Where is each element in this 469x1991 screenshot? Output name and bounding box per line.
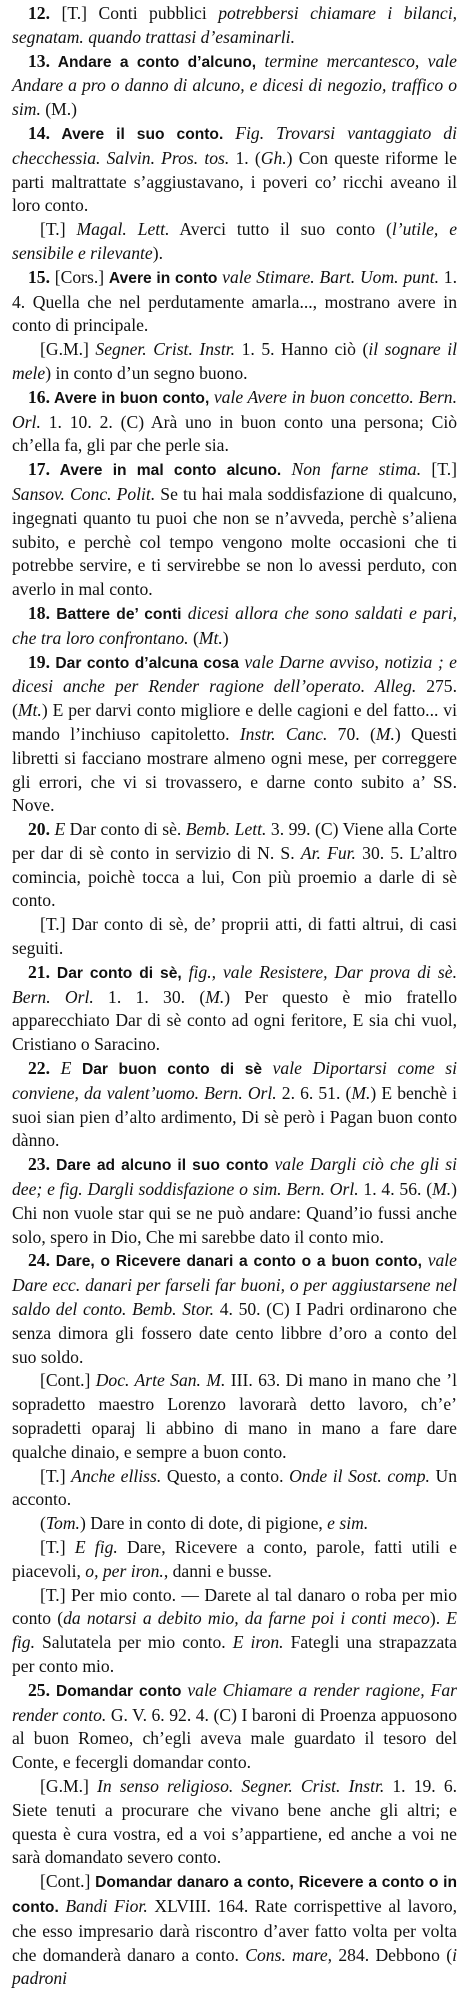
italic-text: Magal. Lett. xyxy=(76,219,170,240)
entry-text: G. V. 6. 92. 4. (C) I baroni di Proenza appuosono al buon Romeo, ch’egli aveva male guardato il tesoro del Conte, e fecergli domandar conto. xyxy=(12,1704,457,1773)
italic-text: dicesi allora che sono saldati e pari, che tra loro confrontano. xyxy=(12,602,457,648)
headword: Dar conto di sè, xyxy=(50,964,189,982)
dictionary-entry xyxy=(12,266,457,338)
italic-text: fig., vale Resistere, Dar prova di sè. Bern. Orl. xyxy=(12,961,457,1007)
entry-text: ) Chi non vuole star qui se ne può andare: Quand’io fussi anche solo, spero in Dio, Che mi sarebbe dato il conto mio. xyxy=(12,1179,457,1247)
italic-text: Mt. xyxy=(17,700,42,721)
entry-text: ( xyxy=(40,1513,46,1534)
entry-number: 14. xyxy=(28,122,50,143)
entry-text: [Cont.] xyxy=(40,1871,96,1892)
dictionary-entry xyxy=(12,1153,457,1249)
entry-text: (M.) xyxy=(40,99,78,120)
dictionary-entry xyxy=(12,50,457,122)
entry-text: ). xyxy=(152,242,163,263)
entry-text: ) xyxy=(222,627,229,648)
dictionary-entry xyxy=(12,122,457,218)
italic-text: Sansov. Conc. Polit. xyxy=(12,483,156,504)
entry-text: ) in conto d’un segno buono. xyxy=(45,362,248,383)
italic-text: vale Chiamare a render ragione, Far render conto. xyxy=(12,1679,457,1725)
entry-text: XLVIII. 164. Rate corrispettive al lavoro, che esso impresario darà riscontro d’aver fatto volta per volta che domanderà danaro a conto. xyxy=(12,1895,458,1965)
entry-number: 24. xyxy=(28,1250,50,1271)
sub-entry xyxy=(12,1584,457,1679)
entry-number: 13. xyxy=(28,50,50,71)
dictionary-entry xyxy=(12,602,457,651)
italic-text: Non farne stima. xyxy=(291,459,422,480)
entry-text: ) Con queste riforme le parti maltrattate s’aggiustavano, i poveri co’ ricchi aveano il loro conto. xyxy=(12,147,457,216)
dictionary-entry xyxy=(12,651,457,819)
entry-text: [G.M.] xyxy=(40,339,96,360)
italic-text: Mt. xyxy=(198,627,223,648)
entry-text: 1. 1. 30. ( xyxy=(93,986,206,1007)
entry-text: [T.] xyxy=(40,1465,72,1486)
entry-text: Dar conto di sè. xyxy=(65,819,186,840)
entry-text: [G.M.] xyxy=(40,1775,97,1796)
headword: Domandar conto xyxy=(50,1682,188,1700)
entry-text: ). xyxy=(429,1608,447,1629)
dictionary-entry xyxy=(12,818,457,913)
entry-number: 20. xyxy=(28,819,50,840)
sub-entry xyxy=(12,338,457,386)
sub-entry xyxy=(12,1536,457,1584)
entry-text: 275. ( xyxy=(12,676,457,721)
entry-number: 23. xyxy=(28,1154,50,1175)
entry-text: Fategli una strapazzata per conto mio. xyxy=(12,1632,457,1676)
entry-text: 2. 6. 51. ( xyxy=(276,1082,352,1103)
italic-text: Onde il Sost. comp. xyxy=(289,1465,430,1486)
entry-text: Un acconto. xyxy=(12,1465,457,1510)
italic-text: M. xyxy=(432,1179,452,1200)
dictionary-entry xyxy=(12,458,457,602)
entry-text xyxy=(50,1058,61,1078)
dictionary-entry xyxy=(12,2,457,50)
entry-text: 30. 5. L’altro comincia, poichè tocca a lui, Con più proemio a darle di sè conto. xyxy=(12,842,457,911)
entry-number: 17. xyxy=(28,459,50,480)
entry-text: 1. 4. 56. ( xyxy=(358,1179,433,1200)
headword: Andare a conto d’alcuno, xyxy=(50,53,265,71)
italic-text: In senso religioso. Segner. Crist. Instr. xyxy=(97,1775,385,1796)
italic-text: vale Dargli ciò che gli si dee; e fig. Dargli soddisfazione o sim. Bern. Orl. xyxy=(12,1154,457,1200)
italic-text: vale Darne avviso, notizia ; e dicesi anche per Render ragione dell’operato. Alleg. xyxy=(12,651,457,697)
entry-text: ) Per questo è mio fratello apparecchiato Dar di sè conto ad ogni feritore, E sia chi vuol, Cristiano o Saracino. xyxy=(12,986,457,1055)
italic-text: il sognare il mele xyxy=(12,339,458,383)
italic-text: Tom. xyxy=(45,1513,80,1534)
entry-number: 22. xyxy=(28,1058,50,1079)
italic-text: E iron. xyxy=(232,1632,284,1653)
italic-text: termine mercantesco, vale Andare a pro o danno di alcuno, e dicesi di negozio, traffico o sim. xyxy=(12,50,457,120)
sub-entry xyxy=(12,1369,457,1464)
entry-text: ) Dare in conto di dote, di pigione, xyxy=(79,1513,328,1534)
headword: Dar buon conto di sè xyxy=(71,1061,273,1079)
italic-text: Fig. Trovarsi vantaggiato di checchessia. Salvin. Pros. tos. xyxy=(12,122,457,168)
entry-text: 70. ( xyxy=(327,723,376,744)
dictionary-entry xyxy=(12,386,457,458)
entry-text: ( xyxy=(188,627,199,648)
headword: Avere in conto xyxy=(108,269,223,287)
entry-number: 18. xyxy=(28,602,50,623)
italic-text: Instr. Canc. xyxy=(239,723,328,744)
dictionary-page xyxy=(12,0,457,1991)
dictionary-entry xyxy=(12,961,457,1057)
sub-entry xyxy=(12,1775,457,1870)
italic-text: E fig. xyxy=(74,1537,118,1557)
entry-text: Se tu hai mala soddisfazione di qualcuno, ingegnati quanto tu puoi che non se n’avveda, perchè s’aliena subito, e perchè col tempo vengono molte occasioni che ti potrebbe servire, e ti servirebbe se non lo avessi perduto, con averlo in mal conto. xyxy=(12,483,457,600)
entry-text: Salutatela per mio conto. xyxy=(34,1632,233,1653)
headword: Avere il suo conto. xyxy=(50,125,236,143)
headword: Avere in mal conto alcuno. xyxy=(50,462,292,480)
entry-text: [T.] Conti pubblici xyxy=(50,3,219,23)
entry-text: , danni e busse. xyxy=(163,1560,272,1581)
entry-text: 1. 5. Hanno ciò ( xyxy=(235,339,369,360)
entry-text: [Cors.] xyxy=(50,266,109,287)
dictionary-entry xyxy=(12,1249,457,1369)
entry-number: 12. xyxy=(28,3,50,23)
italic-text: M. xyxy=(205,986,225,1007)
entry-text: Questo, a conto. xyxy=(161,1465,290,1486)
headword: Dare ad alcuno il suo conto xyxy=(50,1157,275,1175)
headword: Dare, o Ricevere danari a conto o a buon conto, xyxy=(50,1253,428,1271)
italic-text: da notarsi a debito mio, da farne poi i conti meco xyxy=(63,1608,430,1629)
headword: Avere in buon conto, xyxy=(50,389,214,407)
sub-entry xyxy=(12,913,457,961)
sub-entry xyxy=(12,1465,457,1513)
entry-text: [T.] xyxy=(40,219,77,240)
sub-entry xyxy=(12,218,457,266)
italic-text: Bandi Fior. xyxy=(65,1895,148,1916)
italic-text: Segner. Crist. Instr. xyxy=(95,339,236,360)
italic-text: Cons. mare, xyxy=(245,1944,333,1965)
entry-text: 4. 50. (C) I Padri ordinarono che senza dimora gli fossero date cento libbre d’oro a conto del suo soldo. xyxy=(12,1299,457,1367)
entry-text: 1. 19. 6. Siete tenuti a procurare che vivano bene anche gli altri; e questa è cura vostra, ed a voi s’appartiene, ed anche a voi ne sarà domandato severo conto. xyxy=(12,1775,458,1868)
entry-text: [T.] Per mio conto. — Darete al tal danaro o roba per mio conto ( xyxy=(12,1584,457,1629)
entry-text: III. 63. Di mano in mano che ’l sopradetto maestro Lorenzo lavorarà detto lavoro, ch’e’ sopradetti oparaj li abbino di mano in mano a fare dare qualche dinaio, e sempre a buon conto. xyxy=(12,1370,457,1462)
entry-number: 19. xyxy=(28,651,50,672)
italic-text: vale Diportarsi come si conviene, da valent’uomo. Bern. Orl. xyxy=(12,1058,458,1103)
entry-text: 1. 4. Quella che nel perdutamente amarla..., mostrano avere in conto di principale. xyxy=(12,266,457,336)
italic-text: vale Avere in buon concetto. Bern. Orl. xyxy=(12,386,457,432)
italic-text: E xyxy=(54,819,66,840)
headword: Battere de’ conti xyxy=(50,605,188,623)
italic-text: Ar. Fur. xyxy=(300,842,356,863)
headword: Domandar danaro a conto, Ricevere a conto o in conto. xyxy=(12,1874,457,1916)
entry-text: [T.] xyxy=(421,459,457,480)
entry-text: ) Questi libretti si facciano mostrare almeno ogni mese, per correggere gli errori, che vi si trovassero, e darne conto subito a’ SS. Nove. xyxy=(12,723,457,816)
italic-text: Doc. Arte San. M. xyxy=(95,1370,226,1391)
italic-text: E xyxy=(60,1058,72,1079)
italic-text: vale Dare ecc. danari per farseli far buoni, o per aggiustarsene nel saldo del conto. Bemb. Stor. xyxy=(12,1250,457,1320)
entry-number: 25. xyxy=(28,1679,50,1700)
dictionary-entry xyxy=(12,1679,457,1775)
italic-text: M. xyxy=(375,723,395,744)
italic-text: vale Stimare. Bart. Uom. punt. xyxy=(222,266,440,287)
italic-text: Gh. xyxy=(260,147,287,168)
entry-number: 21. xyxy=(28,961,50,982)
sub-entry xyxy=(12,1870,457,1991)
entry-text: [Cont.] xyxy=(40,1370,96,1391)
entry-text: 1. ( xyxy=(229,147,261,168)
entry-text: 3. 99. (C) Viene alla Corte per dar di sè conto in servizio di N. S. xyxy=(12,819,457,863)
entry-text: [T.] Dar conto di sè, de’ proprii atti, di fatti altrui, di casi seguiti. xyxy=(12,914,457,959)
entry-text: [T.] xyxy=(40,1537,75,1557)
entry-text: ) E benchè i suoi sian pien d’alto ardimento, Di sè però i Pagan buon conto dànno. xyxy=(12,1082,457,1151)
entry-text: 1. 10. 2. (C) Arà uno in buon conto una persona; Ciò ch’ella fa, gli par che perle sia. xyxy=(12,411,457,456)
sub-entry xyxy=(12,1512,457,1536)
entry-number: 15. xyxy=(28,266,50,287)
italic-text: M. xyxy=(351,1082,371,1103)
entry-text: Dare, Ricevere a conto, parole, fatti utili e piacevoli, xyxy=(12,1537,457,1581)
dictionary-entry xyxy=(12,1057,457,1153)
entry-text: ) E per darvi conto migliore e delle cagioni e del fatto... vi mando l’inchiuso capitoletto. xyxy=(12,700,457,744)
italic-text: o, per iron. xyxy=(85,1560,164,1581)
entry-number: 16. xyxy=(28,386,50,407)
italic-text: Bemb. Lett. xyxy=(185,819,267,840)
headword: Dar conto d’alcuna cosa xyxy=(50,654,245,672)
italic-text: Anche elliss. xyxy=(71,1465,162,1486)
entry-text: 284. Debbono ( xyxy=(332,1944,453,1965)
entry-text: Averci tutto il suo conto ( xyxy=(169,219,392,240)
italic-text: potrebbersi chiamare i bilanci, segnatam. quando trattasi d’esaminarli. xyxy=(12,3,457,47)
italic-text: i padroni xyxy=(12,1944,457,1989)
italic-text: l’utile, e sensibile e rilevante xyxy=(12,219,457,263)
italic-text: E fig. xyxy=(12,1608,458,1653)
italic-text: e sim. xyxy=(327,1513,369,1534)
